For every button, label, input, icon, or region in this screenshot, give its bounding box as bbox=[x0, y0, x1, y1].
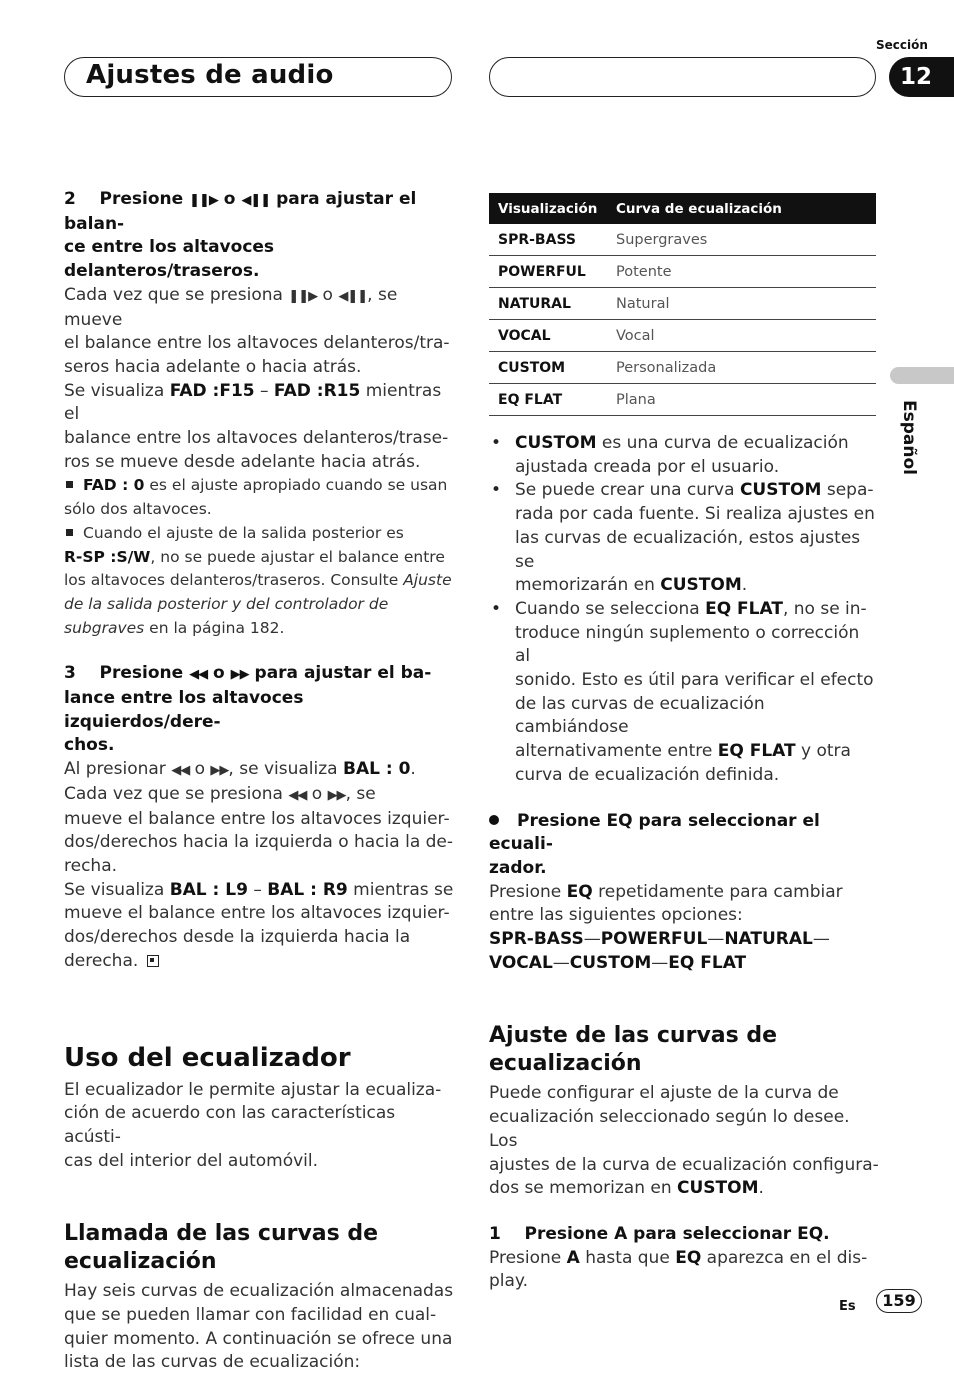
back-pause-icon: ◀❚❚ bbox=[241, 193, 271, 208]
step-1-body: Presione A hasta que EQ aparezca en el dis- play. bbox=[489, 1247, 868, 1292]
table-row: VOCAL Vocal bbox=[489, 320, 876, 352]
eq-select-heading: Presione EQ para seleccionar el ecuali- zador. bbox=[489, 810, 820, 878]
language-tab bbox=[890, 367, 954, 384]
intro-text: El ecualizador le permite ajustar la ecualiza- ción de acuerdo con las características acústi- cas del interior del automóvil. bbox=[64, 1079, 442, 1171]
page-number: 159 bbox=[876, 1289, 922, 1313]
end-of-section-icon bbox=[147, 955, 159, 967]
note-fad-0: FAD : 0 es el ajuste apropiado cuando se usan sólo dos altavoces. bbox=[64, 476, 448, 519]
fast-forward-icon: ▶▶ bbox=[230, 667, 249, 683]
section-number: 12 bbox=[900, 64, 933, 90]
fast-forward-icon: ▶▶ bbox=[210, 763, 229, 779]
adjust-text: Puede configurar el ajuste de la curva de ecualización seleccionado según lo desee. Los ajustes de la curva de ecualización configura- dos se memorizan en CUSTOM. bbox=[489, 1083, 879, 1199]
recall-text: Hay seis curvas de ecualización almacenadas que se pueden llamar con facilidad en cual- quier momento. A continuación se ofrece una lista de las curvas de ecualización: bbox=[64, 1281, 454, 1373]
header-empty-pill bbox=[489, 57, 876, 97]
table-row: EQ FLAT Plana bbox=[489, 384, 876, 416]
heading-llamada: Llamada de las curvas de ecualización bbox=[64, 1221, 379, 1275]
footer-language: Es bbox=[839, 1299, 856, 1314]
language-label: Español bbox=[899, 400, 919, 475]
table-header: Visualización bbox=[489, 193, 607, 224]
square-bullet-icon bbox=[66, 481, 73, 488]
rewind-icon: ◀◀ bbox=[171, 763, 190, 779]
table-row: NATURAL Natural bbox=[489, 288, 876, 320]
bullet-dot-icon bbox=[489, 815, 499, 825]
table-row: SPR-BASS Supergraves bbox=[489, 224, 876, 256]
table-header-row bbox=[489, 193, 876, 224]
table-row: CUSTOM Personalizada bbox=[489, 352, 876, 384]
right-column bbox=[489, 193, 879, 1294]
eq-sequence: SPR-BASS—POWERFUL—NATURAL— VOCAL—CUSTOM—EQ FLAT bbox=[489, 929, 830, 973]
list-item: • CUSTOM es una curva de ecualización ajustada creada por el usuario. bbox=[489, 432, 879, 479]
step-2-body: Cada vez que se presiona ❚❚▶ o ◀❚❚, se mueve el balance entre los altavoces delanteros/tra- seros hacia adelante o hacia atrás. Se visualiza FAD :F15 – FAD :R15 mientras el balance entre los altavoces delanteros/trase- ros se mueve desde adelante hacia atrás. bbox=[64, 284, 450, 472]
note-rear-output: Cuando el ajuste de la salida posterior es R-SP :S/W, no se puede ajustar el balance entre los altavoces delanteros/traseros. Consulte Ajuste de la salida posterior y del controlador de subgraves en la página 182. bbox=[64, 523, 452, 637]
list-item: • Cuando se selecciona EQ FLAT, no se in- troduce ningún suplemento o corrección al sonido. Esto es útil para verificar el efecto de las curvas de ecualización cambiándose alternativamente entre EQ FLAT y otra curva de ecualización definida. bbox=[489, 598, 879, 788]
eq-table bbox=[489, 193, 876, 416]
heading-ajuste-curvas: Ajuste de las curvas de ecualización bbox=[489, 1023, 778, 1077]
step-3-body: Al presionar ◀◀ o ▶▶, se visualiza BAL : 0. Cada vez que se presiona ◀◀ o ▶▶, se mueve el balance entre los altavoces izquier- dos/derechos hacia la izquierda o hacia la de- recha. Se visualiza BAL : L9 – BAL : R9 mientras se mueve el balance entre los altavoces izquier- dos/derechos desde la izquierda hacia la derecha. bbox=[64, 759, 454, 971]
fwd-pause-icon: ❚❚▶ bbox=[288, 288, 318, 304]
rewind-icon: ◀◀ bbox=[288, 787, 307, 803]
step-3-heading: 3 Presione ◀◀ o ▶▶ para ajustar el ba- lance entre los altavoces izquierdos/dere- chos. bbox=[64, 663, 432, 756]
left-column bbox=[64, 188, 454, 1375]
page-title: Ajustes de audio bbox=[86, 60, 334, 90]
notes-list bbox=[489, 432, 879, 788]
step-2-heading: 2 Presione ❚❚▶ o ◀❚❚ para ajustar el balan- ce entre los altavoces delanteros/traseros. bbox=[64, 189, 417, 282]
list-item: • Se puede crear una curva CUSTOM sepa- rada por cada fuente. Si realiza ajustes en las curvas de ecualización, estos ajustes se memorizarán en CUSTOM. bbox=[489, 479, 879, 598]
square-bullet-icon bbox=[66, 529, 73, 536]
fwd-pause-icon: ❚❚▶ bbox=[189, 193, 218, 208]
step-1-heading: 1 Presione A para seleccionar EQ. bbox=[489, 1223, 830, 1244]
section-badge bbox=[889, 57, 954, 97]
eq-select-body: Presione EQ repetidamente para cambiar entre las siguientes opciones: bbox=[489, 881, 843, 926]
fast-forward-icon: ▶▶ bbox=[327, 787, 346, 803]
rewind-icon: ◀◀ bbox=[189, 667, 208, 683]
heading-uso-ecualizador: Uso del ecualizador bbox=[64, 1042, 351, 1073]
table-header: Curva de ecualización bbox=[607, 193, 876, 224]
back-pause-icon: ◀❚❚ bbox=[338, 288, 368, 304]
table-row: POWERFUL Potente bbox=[489, 256, 876, 288]
section-label: Sección bbox=[876, 38, 928, 52]
